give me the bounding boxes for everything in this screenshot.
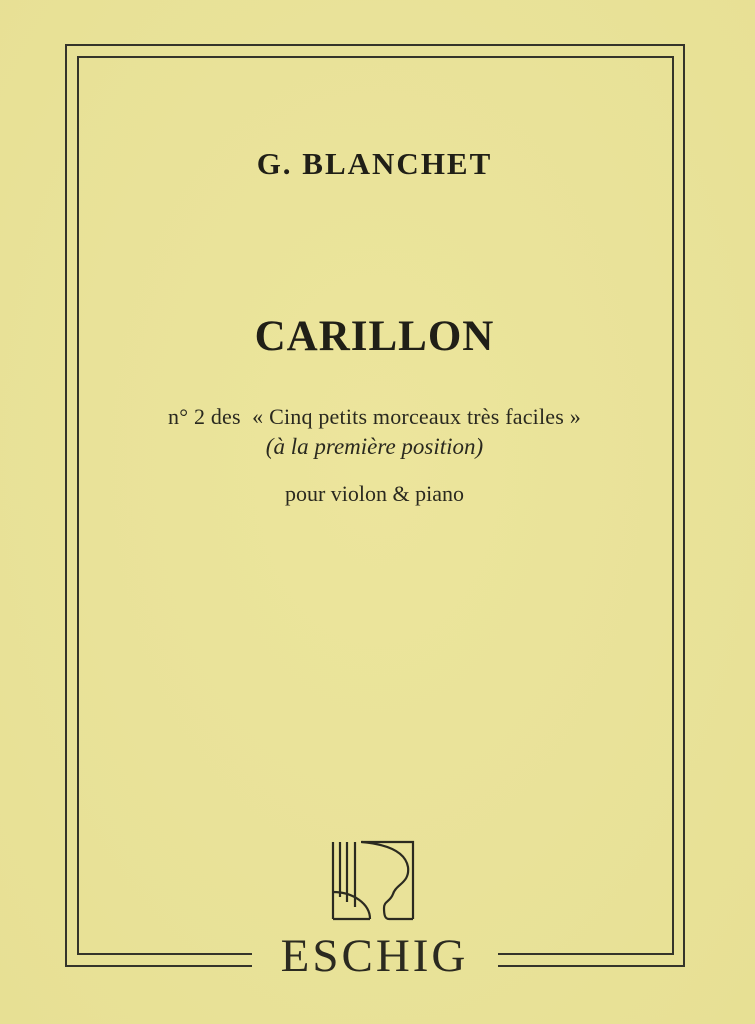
collection-subtitle: n° 2 des « Cinq petits morceaux très faciles » — [168, 404, 581, 429]
work-title: CARILLON — [254, 313, 495, 360]
publisher-logo — [331, 839, 417, 923]
instrumentation-line: pour violon & piano — [284, 481, 465, 506]
position-note: (à la première position) — [265, 434, 484, 459]
publisher-name: ESCHIG — [280, 930, 469, 982]
composer-name: G. BLANCHET — [256, 146, 493, 181]
eschig-harp-monogram-icon — [331, 839, 417, 923]
